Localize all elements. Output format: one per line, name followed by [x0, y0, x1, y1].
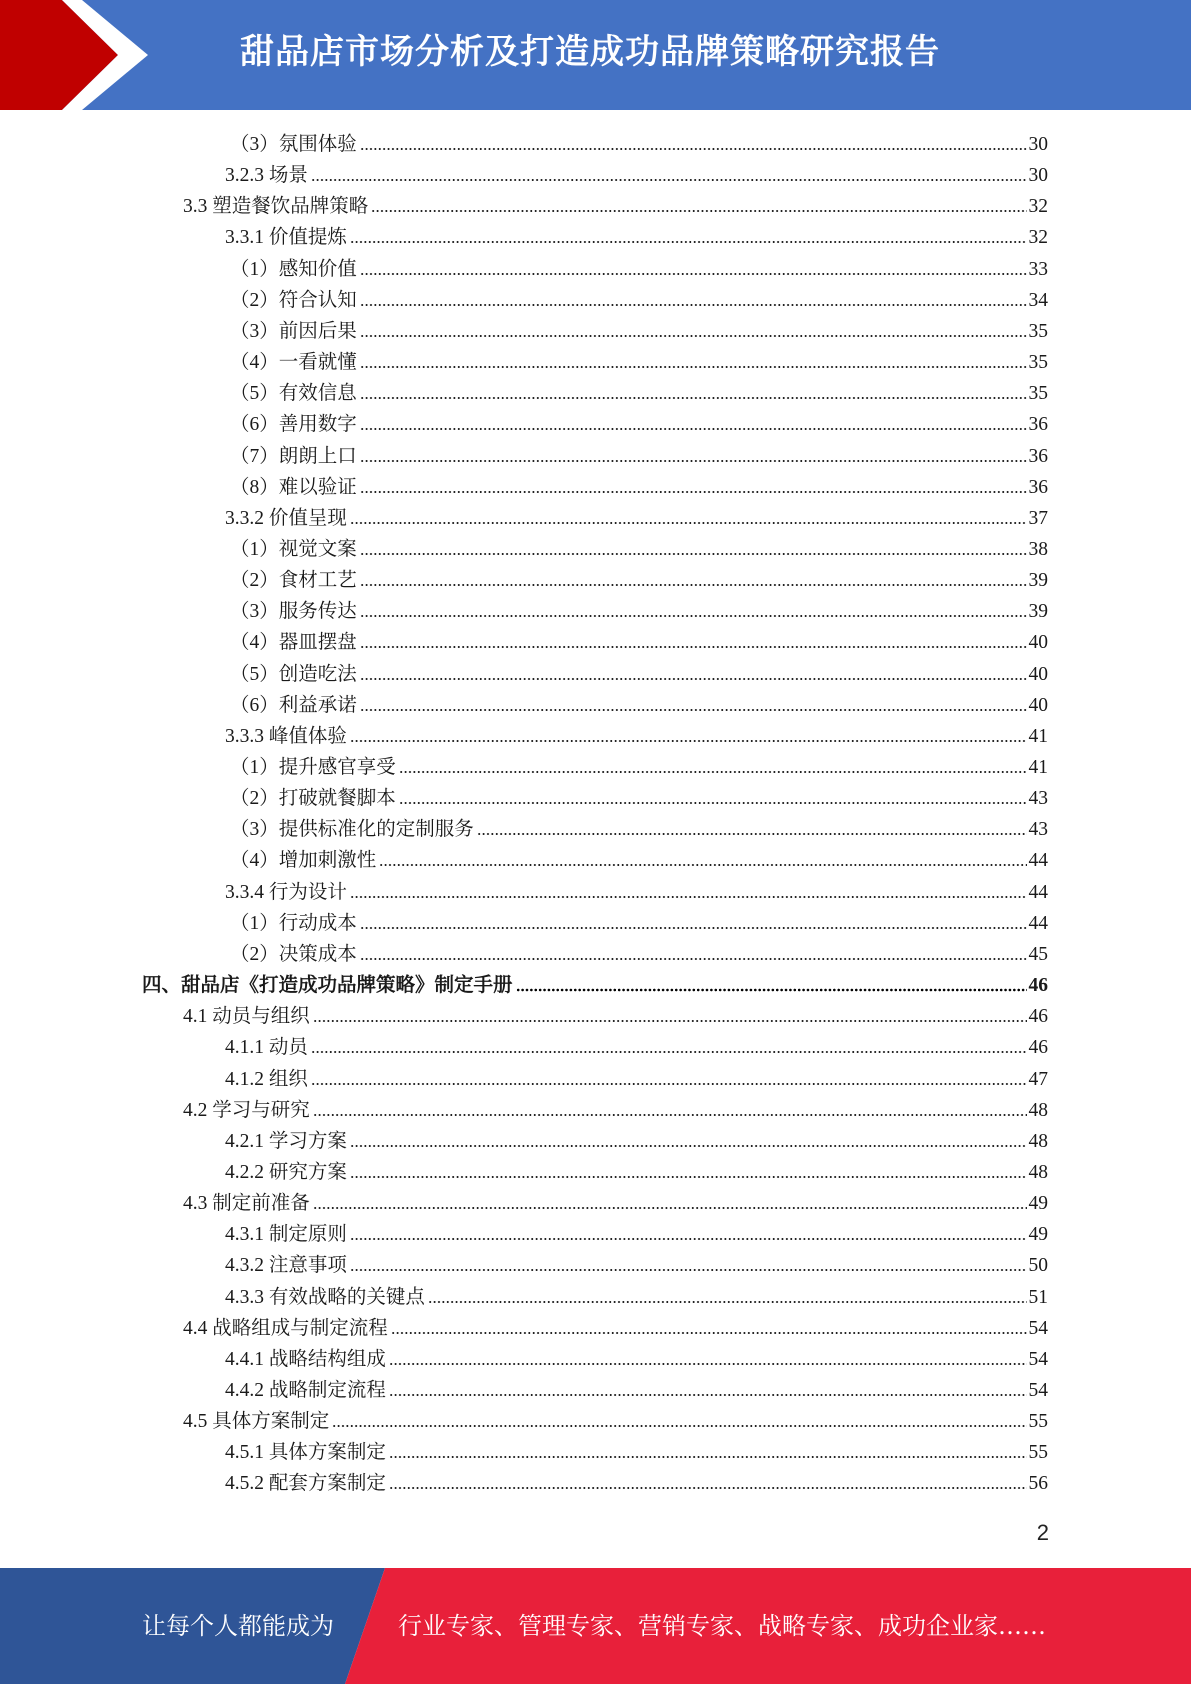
toc-entry-page: 36 — [1028, 414, 1048, 436]
toc-entry-title: 4.5.2 配套方案制定 — [225, 1473, 386, 1495]
toc-entry[interactable] — [230, 439, 1048, 470]
report-header — [0, 0, 1191, 110]
toc-entry-page: 35 — [1028, 383, 1048, 405]
toc-dot-leader — [350, 1143, 1027, 1149]
toc-entry[interactable] — [183, 1186, 1048, 1217]
toc-entry[interactable] — [225, 1124, 1048, 1155]
toc-entry-title: （3）提供标准化的定制服务 — [230, 819, 474, 841]
toc-entry-title: 4.3.2 注意事项 — [225, 1255, 347, 1277]
toc-dot-leader — [360, 271, 1027, 277]
toc-entry-page: 32 — [1028, 227, 1048, 249]
toc-entry-title: 4.1.2 组织 — [225, 1068, 308, 1090]
toc-entry-title: 4.2.1 学习方案 — [225, 1130, 347, 1152]
toc-entry[interactable] — [230, 314, 1048, 345]
toc-entry-title: （8）难以验证 — [230, 476, 357, 498]
toc-dot-leader — [516, 987, 1027, 993]
toc-entry-page: 43 — [1028, 819, 1048, 841]
toc-entry-page: 30 — [1028, 134, 1048, 155]
toc-entry[interactable] — [225, 220, 1048, 251]
toc-entry-title: （3）氛围体验 — [230, 134, 357, 155]
toc-entry-title: （2）打破就餐脚本 — [230, 788, 396, 810]
toc-entry-title: 4.4 战略组成与制定流程 — [183, 1317, 388, 1339]
toc-entry[interactable] — [142, 968, 1048, 999]
toc-entry-page: 39 — [1028, 570, 1048, 592]
toc-dot-leader — [371, 208, 1026, 214]
toc-entry-title: （3）前因后果 — [230, 320, 357, 342]
toc-entry[interactable] — [225, 1155, 1048, 1186]
toc-entry-page: 51 — [1028, 1286, 1048, 1308]
toc-entry-title: 4.3 制定前准备 — [183, 1193, 310, 1215]
toc-dot-leader — [350, 1236, 1027, 1242]
toc-entry[interactable] — [225, 1342, 1048, 1373]
toc-dot-leader — [360, 489, 1027, 495]
toc-dot-leader — [389, 1361, 1027, 1367]
toc-dot-leader — [350, 1267, 1027, 1273]
toc-entry-title: （2）符合认知 — [230, 289, 357, 311]
toc-entry[interactable] — [230, 532, 1048, 563]
toc-dot-leader — [360, 333, 1027, 339]
toc-dot-leader — [360, 458, 1027, 464]
toc-dot-leader — [350, 239, 1027, 245]
toc-dot-leader — [399, 769, 1027, 775]
toc-dot-leader — [311, 1081, 1027, 1087]
toc-entry-page: 38 — [1028, 538, 1048, 560]
toc-entry-page: 54 — [1028, 1380, 1048, 1401]
toc-dot-leader — [350, 1174, 1027, 1180]
toc-entry[interactable] — [230, 127, 1048, 158]
toc-dot-leader — [360, 676, 1027, 682]
toc-entry-page: 54 — [1028, 1317, 1048, 1339]
toc-entry-page: 49 — [1028, 1193, 1048, 1215]
toc-entry-page: 35 — [1028, 352, 1048, 374]
toc-entry[interactable] — [183, 999, 1048, 1030]
toc-entry-title: （1）提升感官享受 — [230, 757, 396, 778]
toc-entry[interactable] — [225, 719, 1048, 750]
toc-entry[interactable] — [230, 563, 1048, 594]
toc-dot-leader — [360, 956, 1027, 962]
toc-entry-title: 4.5.1 具体方案制定 — [225, 1442, 386, 1464]
toc-entry-title: 四、甜品店《打造成功品牌策略》制定手册 — [142, 975, 513, 997]
toc-entry-page: 47 — [1028, 1068, 1048, 1090]
toc-entry-title: 4.2.2 研究方案 — [225, 1161, 347, 1183]
toc-entry-title: 3.2.3 场景 — [225, 165, 308, 187]
toc-entry[interactable] — [225, 1466, 1048, 1497]
toc-entry-page: 37 — [1028, 507, 1048, 529]
toc-entry[interactable] — [183, 1311, 1048, 1342]
toc-dot-leader — [313, 1018, 1027, 1024]
toc-entry-title: （2）食材工艺 — [230, 570, 357, 592]
toc-entry-title: 4.4.2 战略制定流程 — [225, 1380, 386, 1401]
toc-dot-leader — [360, 707, 1027, 713]
footer-slogan-right: 行业专家、管理专家、营销专家、战略专家、成功企业家…… — [398, 1612, 1046, 1640]
toc-entry-page: 46 — [1028, 1037, 1048, 1059]
toc-entry[interactable] — [230, 252, 1048, 283]
toc-entry-title: 3.3.4 行为设计 — [225, 881, 347, 903]
toc-entry[interactable] — [225, 1435, 1048, 1466]
toc-entry-title: 4.1.1 动员 — [225, 1037, 308, 1059]
toc-dot-leader — [332, 1423, 1026, 1429]
toc-entry-page: 40 — [1028, 694, 1048, 716]
toc-entry-title: （4）一看就懂 — [230, 352, 357, 374]
toc-entry-page: 40 — [1028, 632, 1048, 654]
toc-entry-title: 4.2 学习与研究 — [183, 1099, 310, 1121]
toc-entry-title: 4.1 动员与组织 — [183, 1006, 310, 1028]
toc-entry[interactable] — [230, 812, 1048, 843]
toc-entry-page: 30 — [1028, 165, 1048, 187]
report-title: 甜品店市场分析及打造成功品牌策略研究报告 — [240, 32, 940, 72]
toc-dot-leader — [313, 1112, 1027, 1118]
toc-entry-title: （2）决策成本 — [230, 943, 357, 965]
toc-dot-leader — [313, 1205, 1027, 1211]
toc-entry-page: 48 — [1028, 1161, 1048, 1183]
toc-dot-leader — [360, 426, 1027, 432]
toc-entry-page: 36 — [1028, 445, 1048, 467]
toc-entry-title: 4.3.1 制定原则 — [225, 1224, 347, 1246]
toc-entry-page: 45 — [1028, 943, 1048, 965]
toc-entry-title: （7）朗朗上口 — [230, 445, 357, 467]
toc-entry-page: 44 — [1028, 881, 1048, 903]
toc-entry[interactable] — [230, 688, 1048, 719]
toc-dot-leader — [477, 831, 1027, 837]
toc-entry[interactable] — [230, 625, 1048, 656]
toc-entry[interactable] — [230, 283, 1048, 314]
toc-entry-page: 48 — [1028, 1130, 1048, 1152]
toc-entry[interactable] — [225, 1373, 1048, 1404]
toc-entry[interactable] — [183, 1093, 1048, 1124]
toc-entry-page: 33 — [1028, 258, 1048, 280]
toc-dot-leader — [391, 1330, 1027, 1336]
toc-dot-leader — [360, 613, 1027, 619]
toc-entry-title: 4.4.1 战略结构组成 — [225, 1348, 386, 1370]
toc-dot-leader — [360, 364, 1027, 370]
toc-entry-title: （6）利益承诺 — [230, 694, 357, 716]
toc-entry-page: 55 — [1028, 1411, 1048, 1433]
toc-dot-leader — [311, 1049, 1027, 1055]
toc-dot-leader — [360, 395, 1027, 401]
toc-entry-page: 46 — [1028, 1006, 1048, 1028]
toc-dot-leader — [350, 520, 1027, 526]
toc-entry[interactable] — [230, 937, 1048, 968]
toc-entry[interactable] — [225, 1248, 1048, 1279]
toc-entry-page: 39 — [1028, 601, 1048, 623]
toc-entry[interactable] — [230, 781, 1048, 812]
toc-entry-page: 41 — [1028, 757, 1048, 778]
toc-entry-page: 34 — [1028, 289, 1048, 311]
toc-dot-leader — [350, 894, 1027, 900]
toc-entry[interactable] — [230, 843, 1048, 874]
toc-dot-leader — [360, 582, 1027, 588]
footer-slogan-left: 让每个人都能成为 — [142, 1612, 334, 1640]
report-footer — [0, 1568, 1191, 1684]
toc-entry-page: 44 — [1028, 912, 1048, 934]
toc-entry-page: 40 — [1028, 663, 1048, 685]
toc-entry[interactable] — [230, 594, 1048, 625]
toc-entry-title: （3）服务传达 — [230, 601, 357, 623]
toc-entry[interactable] — [225, 1280, 1048, 1311]
toc-entry-title: 3.3 塑造餐饮品牌策略 — [183, 196, 369, 218]
toc-dot-leader — [399, 800, 1027, 806]
toc-dot-leader — [379, 862, 1026, 868]
toc-dot-leader — [360, 302, 1027, 308]
toc-dot-leader — [360, 146, 1027, 152]
toc-entry-page: 44 — [1028, 850, 1048, 872]
toc-entry[interactable] — [183, 189, 1048, 220]
toc-entry[interactable] — [230, 470, 1048, 501]
toc-entry-title: 4.5 具体方案制定 — [183, 1411, 330, 1433]
toc-entry-page: 50 — [1028, 1255, 1048, 1277]
page-number: 2 — [1036, 1520, 1049, 1545]
toc-entry[interactable] — [225, 1030, 1048, 1061]
toc-entry[interactable] — [225, 1062, 1048, 1093]
toc-entry-page: 36 — [1028, 476, 1048, 498]
toc-entry-page: 55 — [1028, 1442, 1048, 1464]
toc-dot-leader — [360, 644, 1027, 650]
toc-dot-leader — [350, 738, 1027, 744]
toc-entry[interactable] — [230, 376, 1048, 407]
toc-entry[interactable] — [225, 158, 1048, 189]
toc-entry-title: （6）善用数字 — [230, 414, 357, 436]
toc-entry-page: 32 — [1028, 196, 1048, 218]
toc-dot-leader — [389, 1485, 1027, 1491]
toc-entry-title: 4.3.3 有效战略的关键点 — [225, 1286, 425, 1308]
toc-dot-leader — [389, 1454, 1027, 1460]
toc-entry[interactable] — [225, 875, 1048, 906]
toc-entry-title: （5）有效信息 — [230, 383, 357, 405]
toc-entry-page: 43 — [1028, 788, 1048, 810]
toc-entry-title: （1）视觉文案 — [230, 538, 357, 560]
toc-entry-title: （1）感知价值 — [230, 258, 357, 280]
toc-entry-title: 3.3.2 价值呈现 — [225, 507, 347, 529]
toc-entry-page: 46 — [1028, 975, 1048, 997]
toc-entry[interactable] — [225, 501, 1048, 532]
toc-dot-leader — [311, 177, 1027, 183]
toc-entry-title: （5）创造吃法 — [230, 663, 357, 685]
toc-entry[interactable] — [230, 750, 1048, 781]
toc-entry-title: （4）增加刺激性 — [230, 850, 377, 872]
toc-entry-page: 54 — [1028, 1348, 1048, 1370]
toc-entry-title: 3.3.3 峰值体验 — [225, 725, 347, 747]
toc-entry-title: （1）行动成本 — [230, 912, 357, 934]
toc-entry[interactable] — [230, 906, 1048, 937]
toc-entry[interactable] — [183, 1404, 1048, 1435]
toc-entry[interactable] — [230, 345, 1048, 376]
toc-entry-title: 3.3.1 价值提炼 — [225, 227, 347, 249]
toc-dot-leader — [360, 551, 1027, 557]
toc-entry-page: 49 — [1028, 1224, 1048, 1246]
toc-entry-page: 41 — [1028, 725, 1048, 747]
toc-dot-leader — [428, 1299, 1027, 1305]
toc-entry-page: 56 — [1028, 1473, 1048, 1495]
toc-dot-leader — [389, 1392, 1027, 1398]
toc-entry[interactable] — [230, 657, 1048, 688]
toc-entry-page: 35 — [1028, 320, 1048, 342]
toc-dot-leader — [360, 925, 1027, 931]
toc-entry-page: 48 — [1028, 1099, 1048, 1121]
toc-entry-title: （4）器皿摆盘 — [230, 632, 357, 654]
toc-entry[interactable] — [225, 1217, 1048, 1248]
toc-entry[interactable] — [230, 407, 1048, 438]
